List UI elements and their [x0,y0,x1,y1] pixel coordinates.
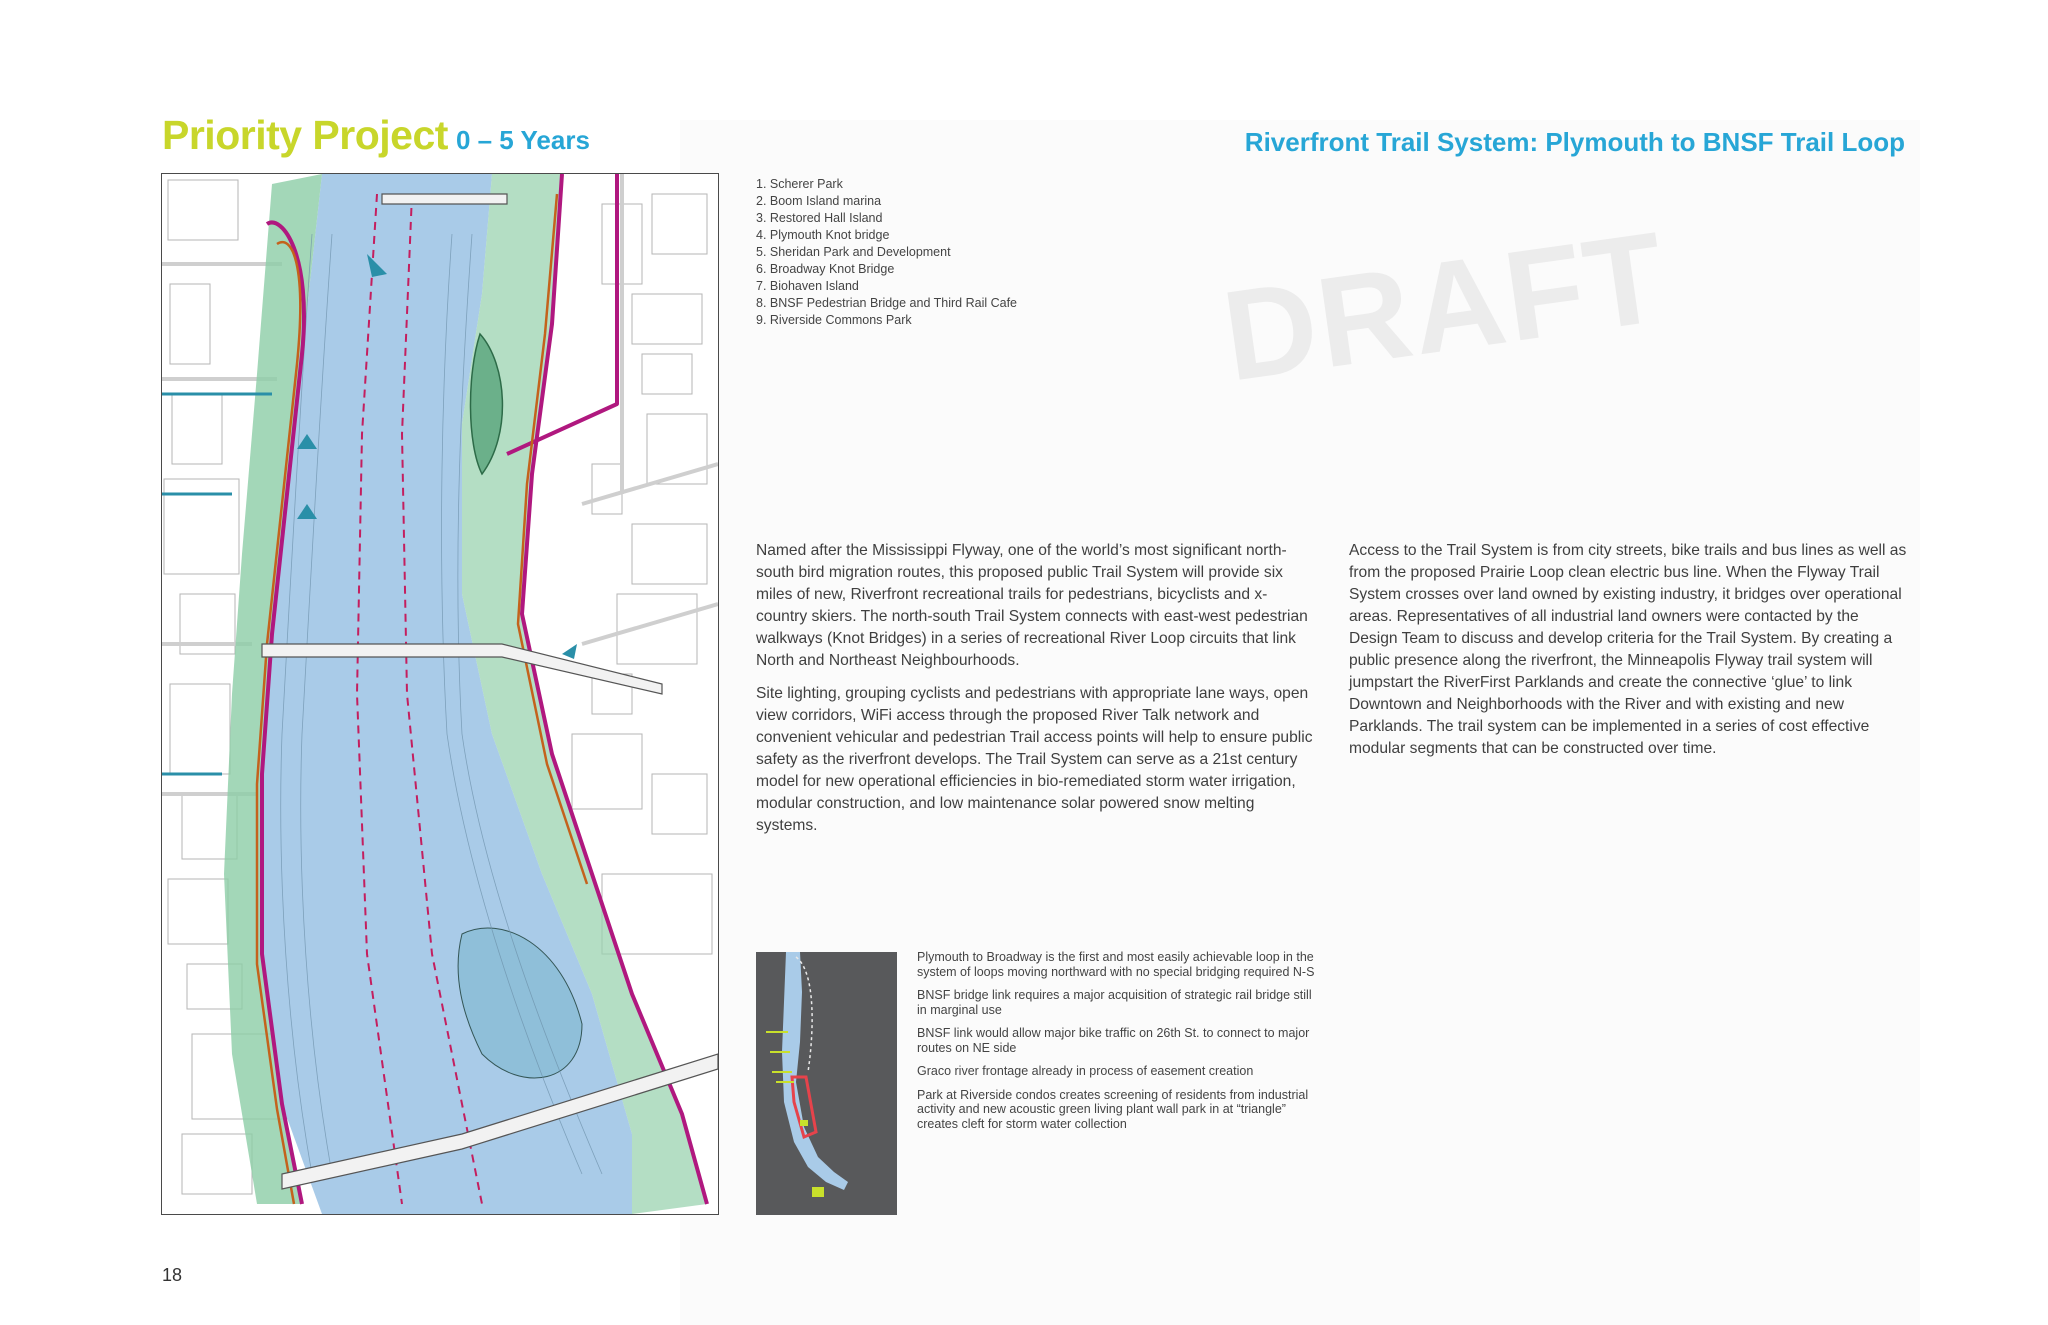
inset-green-patch [800,1120,808,1126]
legend-item: 5. Sheridan Park and Development [756,245,951,259]
inset-note: Park at Riverside condos creates screening of residents from industrial activity and new acoustic green living plant wall park in at “triangle” creates cleft for storm water collection [917,1087,1309,1131]
legend-item: 3. Restored Hall Island [756,211,883,225]
inset-note: BNSF bridge link requires a major acquisition of strategic rail bridge still in marginal use [917,988,1312,1017]
legend-item: 1. Scherer Park [756,177,843,191]
legend-item: 4. Plymouth Knot bridge [756,228,890,242]
legend-item: 9. Riverside Commons Park [756,313,912,327]
legend-item: 6. Broadway Knot Bridge [756,262,895,276]
map-legend [756,176,1017,329]
body-paragraph: Access to the Trail System is from city streets, bike trails and bus lines as well as from the proposed Prairie Loop clean electric bus line. When the Flyway Trail System crosses over land owned by existing industry, it bridges over operational areas. Representatives of all industrial land owners were contacted by the Design Team to discuss and develop criteria for the Trail System. By creating a public presence along the riverfront, the Minneapolis Flyway trail system will jumpstart the RiverFirst Parklands and create the connective ‘glue’ to link Downtown and Neighborhoods with the River and with existing and new Parklands. The trail system can be implemented in a series of cost effective modular segments that can be constructed over time. [1349,542,1907,757]
locator-inset-map [756,952,897,1215]
page-title: Priority Project [162,112,448,158]
body-column-left [756,540,1316,848]
header-title-block [162,112,590,159]
site-plan-map [161,173,719,1215]
body-column-right [1349,540,1909,771]
page-subtitle: 0 – 5 Years [455,125,590,155]
legend-item: 7. Biohaven Island [756,279,859,293]
page-number: 18 [162,1265,183,1285]
inset-note: Plymouth to Broadway is the first and most easily achievable loop in the system of loops moving northward with no special bridging required N-S [917,950,1315,979]
inset-note: Graco river frontage already in process of easement creation [917,1064,1254,1078]
inset-note: BNSF link would allow major bike traffic on 26th St. to connect to major routes on NE side [917,1026,1310,1055]
body-paragraph: Site lighting, grouping cyclists and pedestrians with appropriate lane ways, open view corridors, WiFi access through the proposed River Talk network and convenient vehicular and pedestrian Trail access points will help to ensure public safety as the riverfront develops. The Trail System can serve as a 21st century model for new operational efficiencies in bio-remediated storm water irrigation, modular construction, and low maintenance solar powered snow melting systems. [756,685,1313,834]
inset-green-patch [812,1187,824,1197]
body-paragraph: Named after the Mississippi Flyway, one of the world’s most significant north-south bird migration routes, this proposed public Trail System will provide six miles of new, Riverfront recreational trails for pedestrians, bicyclists and x-country skiers. The north-south Trail System connects with east-west pedestrian walkways (Knot Bridges) in a series of recreational River Loop circuits that link North and Northeast Neighbourhoods. [756,542,1308,669]
legend-item: 8. BNSF Pedestrian Bridge and Third Rail Cafe [756,296,1018,310]
section-title: Riverfront Trail System: Plymouth to BNSF Trail Loop [1244,127,1905,157]
legend-item: 2. Boom Island marina [756,194,882,208]
inset-notes [917,950,1317,1140]
draft-watermark: DRAFT [1215,205,1675,409]
